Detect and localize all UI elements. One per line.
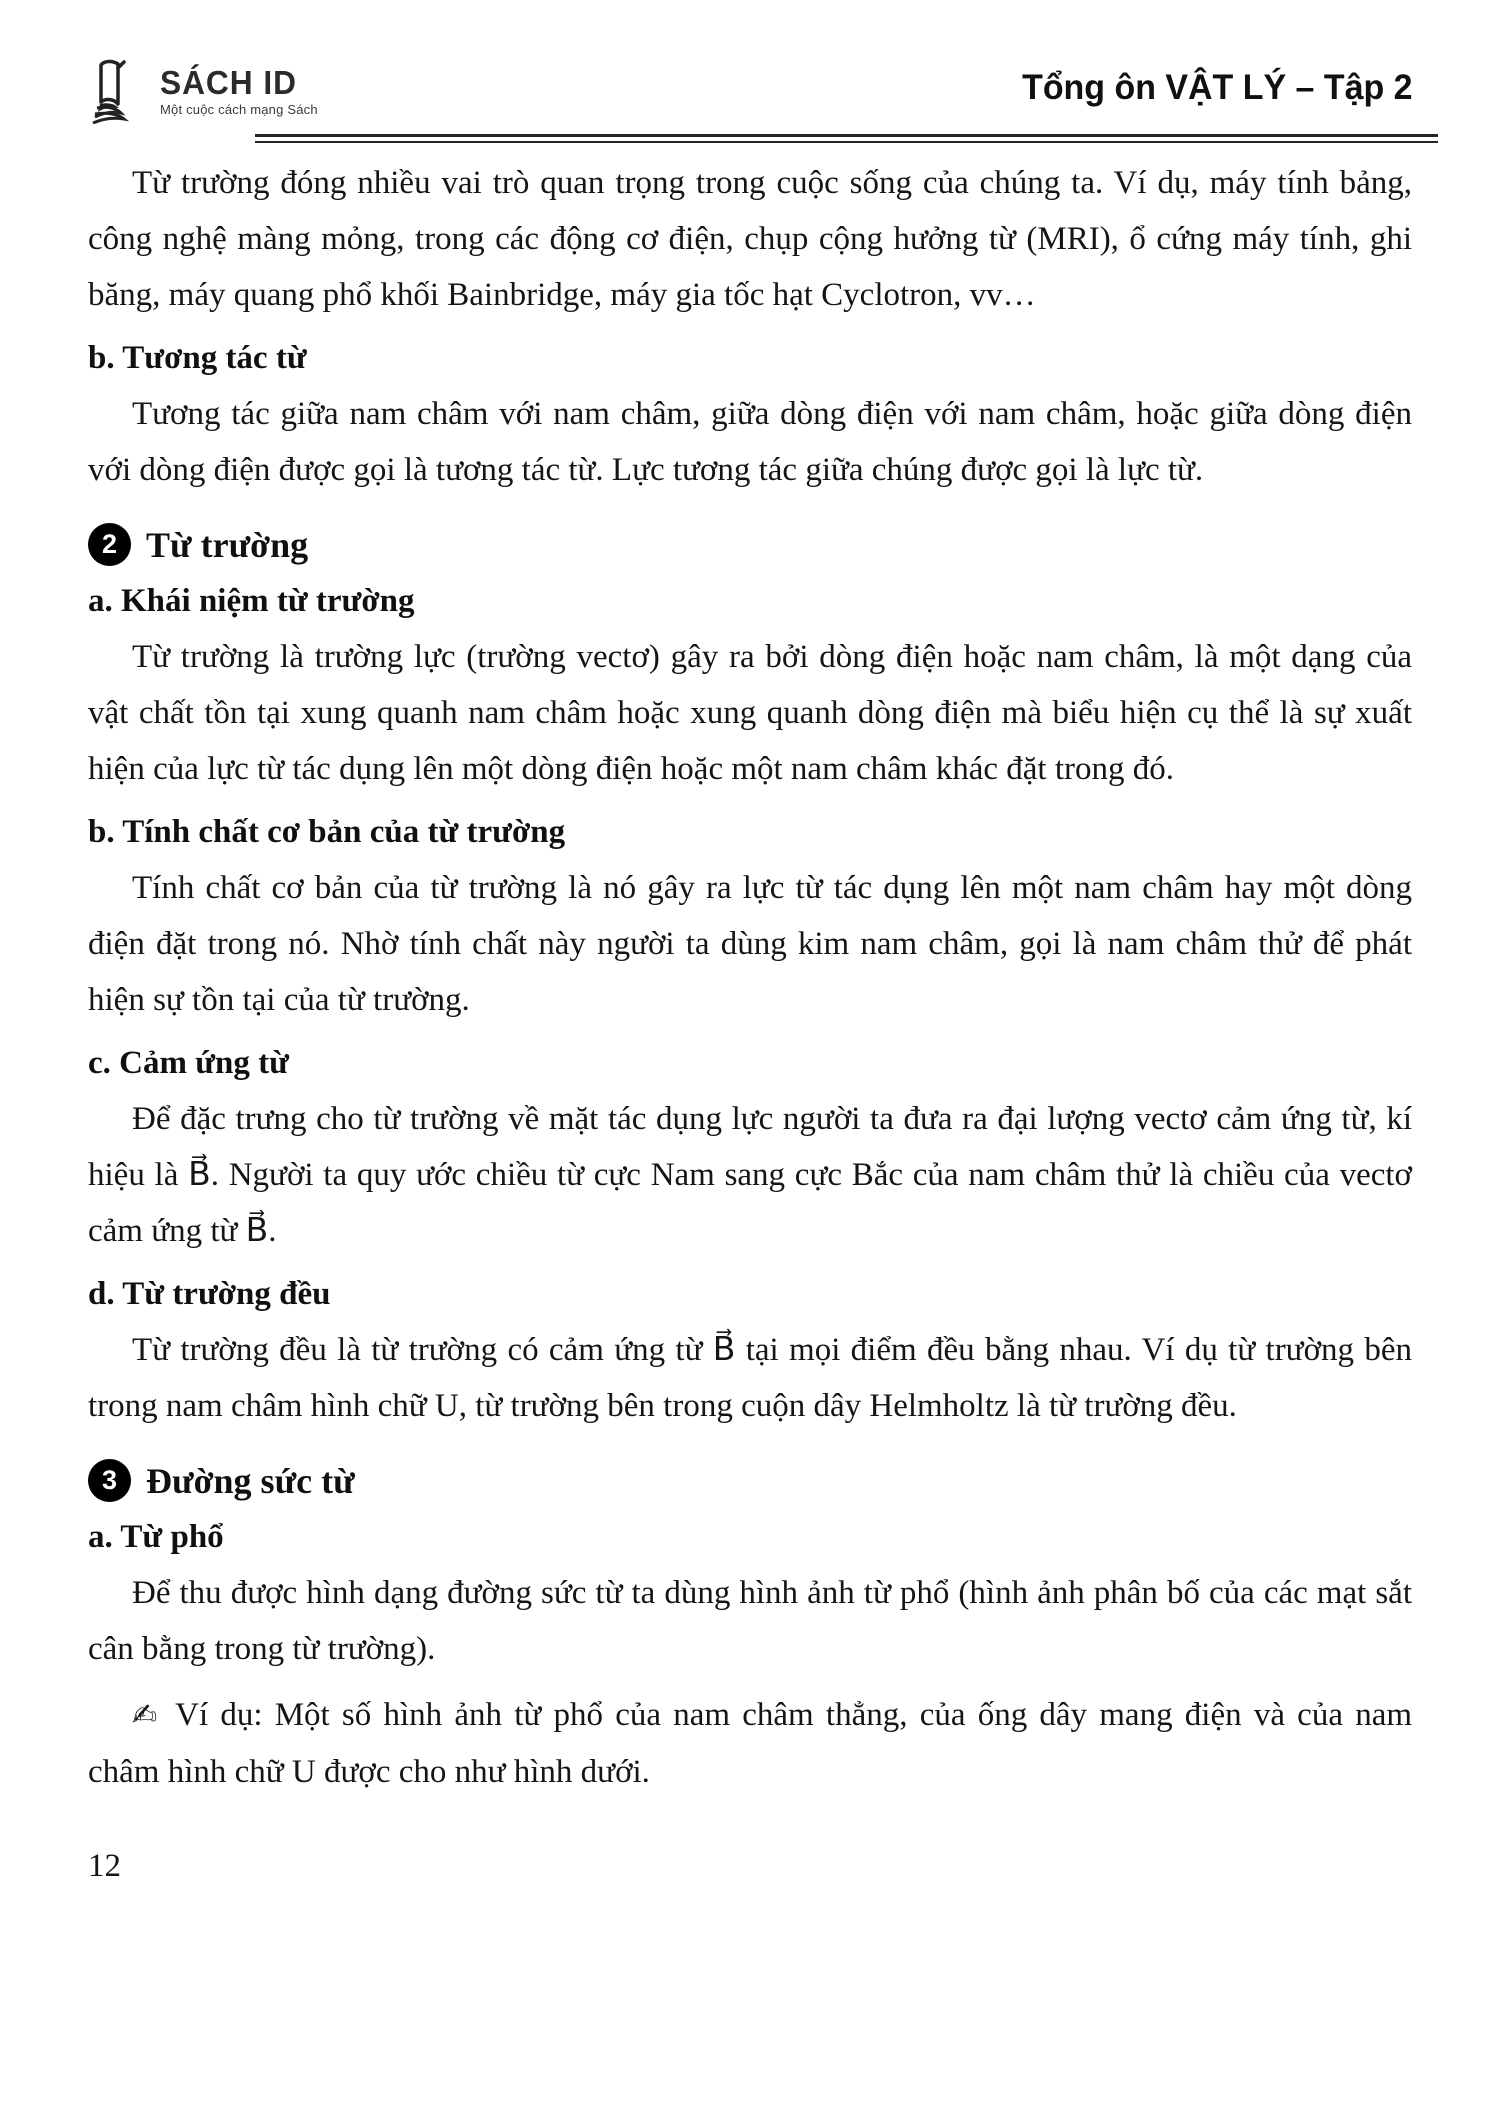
book-title: Tổng ôn VẬT LÝ – Tập 2: [1021, 68, 1412, 107]
circled-number-3-icon: 3: [88, 1459, 131, 1502]
concept-paragraph: Từ trường là trường lực (trường vectơ) gây ra bởi dòng điện hoặc nam châm, là một dạng của vật chất tồn tại xung quanh nam châm hoặc xung quanh dòng điện mà biểu hiện cụ thể là sự xuất hiện của lực từ tác dụng lên một dòng điện hoặc một nam châm khác đặt trong đó.: [88, 639, 1412, 787]
page-header: [88, 40, 1412, 124]
book-icon: [88, 58, 152, 124]
induction-paragraph: Để đặc trưng cho từ trường về mặt tác dụng lực người ta đưa ra đại lượng vectơ cảm ứng từ, kí hiệu là B⃗. Người ta quy ước chiều từ cực Nam sang cực Bắc của nam châm thử là chiều của vectơ cảm ứng từ B⃗.: [88, 1101, 1412, 1249]
example-text: Ví dụ: Một số hình ảnh từ phổ của nam châm thẳng, của ống dây mang điện và của nam châm hình chữ U được cho như hình dưới.: [88, 1697, 1413, 1790]
example-paragraph: [88, 1687, 1412, 1800]
heading-tu-pho: a. Từ phổ: [88, 1519, 224, 1555]
logo-tagline: Một cuộc cách mạng Sách: [160, 101, 318, 117]
sach-id-logo: [88, 58, 318, 124]
section-3-heading: [88, 1459, 1412, 1502]
intro-paragraph: Từ trường đóng nhiều vai trò quan trọng trong cuộc sống của chúng ta. Ví dụ, máy tính bảng, công nghệ màng mỏng, trong các động cơ điện, chụp cộng hưởng từ (MRI), ổ cứng máy tính, ghi băng, máy quang phổ khối Bainbridge, máy gia tốc hạt Cyclotron, vv…: [88, 165, 1412, 313]
interaction-paragraph: Tương tác giữa nam châm với nam châm, giữa dòng điện với nam châm, hoặc giữa dòng điện với dòng điện được gọi là tương tác từ. Lực tương tác giữa chúng được gọi là lực từ.: [88, 396, 1412, 488]
heading-tuong-tac-tu: b. Tương tác từ: [88, 340, 307, 376]
section-3-title: Đường sức từ: [146, 1460, 355, 1501]
logo-name: SÁCH ID: [160, 63, 297, 101]
header-rule: [255, 134, 1438, 143]
circled-number-2-icon: 2: [88, 523, 131, 566]
spectrum-paragraph: Để thu được hình dạng đường sức từ ta dùng hình ảnh từ phổ (hình ảnh phân bố của các mạt sắt cân bằng trong từ trường).: [88, 1575, 1412, 1667]
section-2-title: Từ trường: [146, 524, 309, 565]
writing-hand-icon: ✍: [132, 1698, 162, 1733]
page-content: [88, 155, 1412, 1800]
heading-khai-niem: a. Khái niệm từ trường: [88, 583, 415, 619]
logo-text: [160, 63, 318, 117]
page-number: 12: [88, 1848, 121, 1884]
heading-tinh-chat: b. Tính chất cơ bản của từ trường: [88, 814, 566, 850]
section-2-heading: [88, 523, 1412, 566]
uniform-paragraph: Từ trường đều là từ trường có cảm ứng từ B⃗ tại mọi điểm đều bằng nhau. Ví dụ từ trường bên trong nam châm hình chữ U, từ trường bên trong cuộn dây Helmholtz là từ trường đều.: [88, 1332, 1412, 1424]
page-footer: [88, 1848, 1412, 1885]
heading-tu-truong-deu: d. Từ trường đều: [88, 1276, 331, 1312]
heading-cam-ung-tu: c. Cảm ứng từ: [88, 1045, 289, 1081]
property-paragraph: Tính chất cơ bản của từ trường là nó gây ra lực từ tác dụng lên một nam châm hay một dòng điện đặt trong nó. Nhờ tính chất này người ta dùng kim nam châm, gọi là nam châm thử để phát hiện sự tồn tại của từ trường.: [88, 870, 1412, 1018]
